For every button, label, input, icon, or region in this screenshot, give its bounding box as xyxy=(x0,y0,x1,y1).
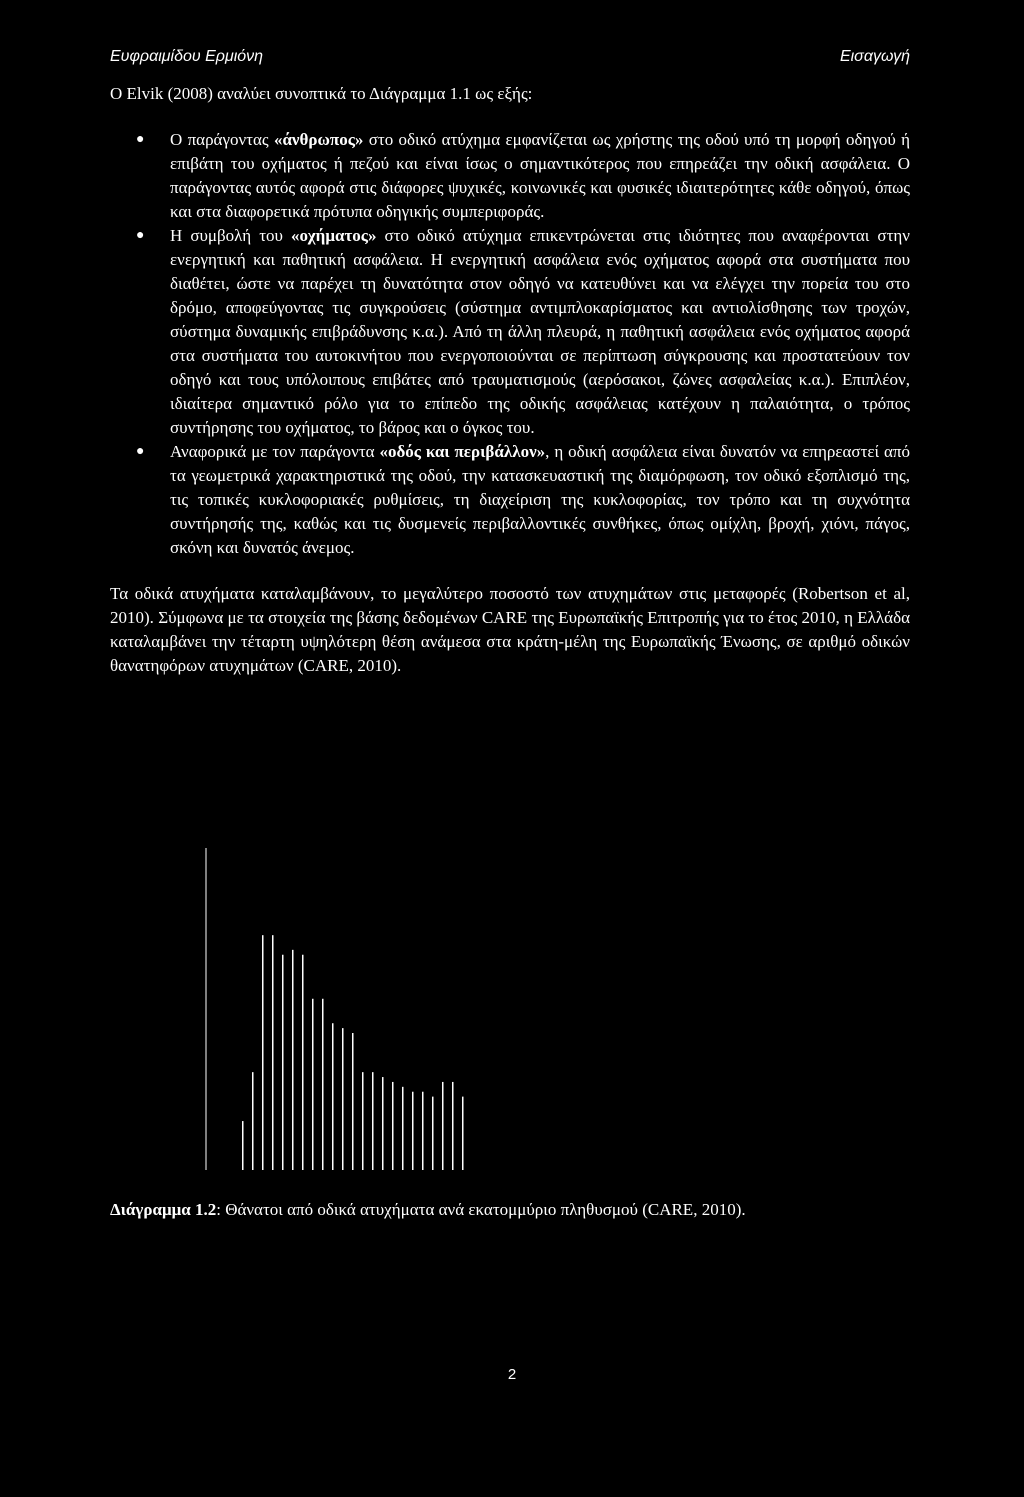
bullet-bold-term: «άνθρωπος» xyxy=(273,130,364,149)
chart-bar xyxy=(382,1077,384,1170)
chart-bar xyxy=(262,935,264,1170)
chart-bar xyxy=(292,950,294,1170)
bullet-text-after: στο οδικό ατύχημα επικεντρώνεται στις ιδιότητες που αναφέρονται στην ενεργητική και παθητική ασφάλεια. Η ενεργητική ασφάλεια ενός οχήματος αφορά στα συστήματα που διαθέτει, ώστε να παρέχει τη δυνατότητα στον οδηγό να κατευθύνει και να ελέγχει την πορεία του στο δρόμο, αποφεύγοντας τις συγκρούσεις (σύστημα αντιμπλοκαρίσματος και αντιολίσθησης των τροχών, σύστημα δυναμικής επιβράδυνσης κ.α.). Από τη άλλη πλευρά, η παθητική ασφάλεια ενός οχήματος αφορά στα συστήματα του αυτοκινήτου που ενεργοποιούνται σε περίπτωση σύγκρουσης και προστατεύουν τον οδηγό και τους υπόλοιπους επιβάτες από τραυματισμούς (αερόσακοι, ζώνες ασφαλείας κ.α.). Επιπλέον, ιδιαίτερα σημαντικό ρόλο για το επίπεδο της οδικής ασφάλειας κατέχουν η παλαιότητα, ο τρόπος συντήρησης του οχήματος, το βάρος και ο όγκος του. xyxy=(170,226,910,437)
chart-bar xyxy=(392,1082,394,1170)
chart-bar xyxy=(322,999,324,1170)
chart-bar xyxy=(272,935,274,1170)
chart-area xyxy=(110,840,910,1180)
bullet-item-road-environment xyxy=(110,440,910,560)
chart-bar xyxy=(242,1121,244,1170)
chart-bar xyxy=(352,1033,354,1170)
intro-line xyxy=(110,82,910,106)
chart-bar xyxy=(432,1097,434,1170)
page-number: 2 xyxy=(507,1366,517,1383)
chart-bar xyxy=(302,955,304,1170)
bar-chart xyxy=(110,840,910,1180)
page-header xyxy=(110,48,910,74)
bullet-text-after: , η οδική ασφάλεια είναι δυνατόν να επηρεαστεί από τα γεωμετρικά χαρακτηριστικά της οδού, την κατασκευαστική της διαμόρφωση, τον οδικό εξοπλισμό της, τις τοπικές κυκλοφοριακές ρυθμίσεις, τη διαχείριση της κυκλοφορίας, τον τρόπο και τη συχνότητα συντήρησής της, καθώς και τις δυσμενείς περιβαλλοντικές συνθήκες, όπως ομίχλη, βροχή, χιόνι, πάγος, σκόνη και δυνατός άνεμος. xyxy=(170,442,911,557)
bullet-bold-term: «οχήματος» xyxy=(291,226,377,245)
chart-bar xyxy=(452,1082,454,1170)
chart-bar xyxy=(362,1072,364,1170)
bullet-text-before: Η συμβολή του xyxy=(170,226,292,245)
bullet-icon: ● xyxy=(136,132,145,147)
bullet-text-before: Ο παράγοντας xyxy=(170,130,274,149)
caption-label: Διάγραμμα 1.2 xyxy=(110,1200,217,1219)
chart-bar xyxy=(402,1087,404,1170)
chart-bar xyxy=(312,999,314,1170)
bullet-bold-term: «οδός και περιβάλλον» xyxy=(379,442,546,461)
bullet-text-after: στο οδικό ατύχημα εμφανίζεται ως χρήστης της οδού υπό τη μορφή οδηγού ή επιβάτη του οχήματος ή πεζού και είναι ίσως ο σημαντικότερος που επηρεάζει την οδική ασφάλεια. Ο παράγοντας αυτός αφορά στις διάφορες ψυχικές, κοινωνικές και φυσικές ιδιαιτερότητες κάθε οδηγού, όπως και στα διαφορετικά πρότυπα οδηγικής συμπεριφοράς. xyxy=(170,130,911,221)
header-author: Ευφραιμίδου Ερμιόνη xyxy=(110,48,264,65)
bullet-list xyxy=(110,128,910,560)
chart-bar xyxy=(252,1072,254,1170)
chart-bar xyxy=(412,1092,414,1170)
chart-bar xyxy=(332,1023,334,1170)
chart-bar xyxy=(282,955,284,1170)
caption-text: : Θάνατοι από οδικά ατυχήματα ανά εκατομμύριο πληθυσμού (CARE, 2010). xyxy=(216,1200,746,1219)
bullet-icon: ● xyxy=(136,444,145,459)
bullet-icon: ● xyxy=(136,228,145,243)
chart-bar xyxy=(442,1082,444,1170)
header-section: Εισαγωγή xyxy=(839,48,910,65)
figure-caption xyxy=(110,1198,910,1222)
bullet-item-vehicle xyxy=(110,224,910,440)
chart-bar xyxy=(372,1072,374,1170)
bullet-item-human xyxy=(110,128,910,224)
body-paragraph: Τα οδικά ατυχήματα καταλαμβάνουν, το μεγαλύτερο ποσοστό των ατυχημάτων στις μεταφορές (Robertson et al, 2010). Σύμφωνα με τα στοιχεία της βάσης δεδομένων CARE της Ευρωπαϊκής Επιτροπής για το έτος 2010, η Ελλάδα καταλαμβάνει την τέταρτη υψηλότερη θέση ανάμεσα στα κράτη-μέλη της Ευρωπαϊκής Ένωσης, σε αριθμό οδικών θανατηφόρων ατυχημάτων (CARE, 2010). xyxy=(110,584,910,675)
chart-bar xyxy=(462,1097,464,1170)
chart-bar xyxy=(342,1028,344,1170)
intro-text: Ο Elvik (2008) αναλύει συνοπτικά το Διάγραμμα 1.1 ως εξής: xyxy=(110,84,533,103)
main-content xyxy=(110,82,910,678)
chart-bar xyxy=(422,1092,424,1170)
bullet-text-before: Αναφορικά με τον παράγοντα xyxy=(170,442,380,461)
